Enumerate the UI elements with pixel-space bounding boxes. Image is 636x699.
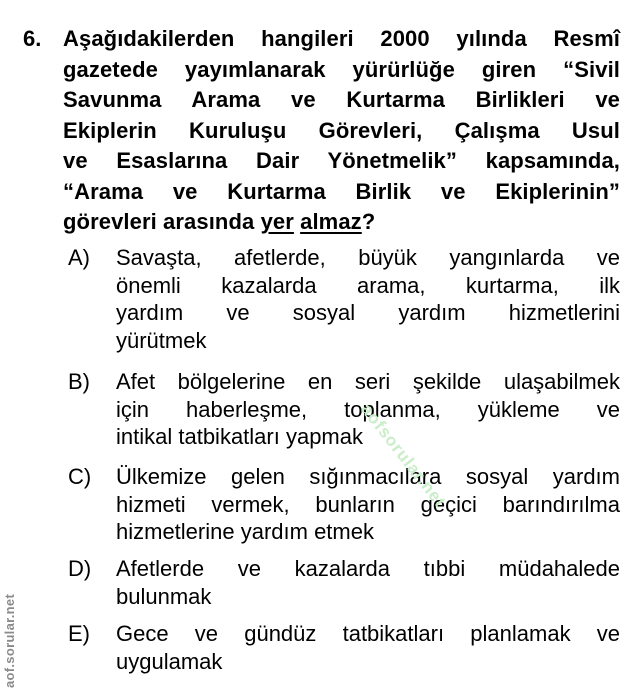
- question-stem: [63, 24, 620, 238]
- question-line: [63, 207, 620, 238]
- question-number: 6.: [23, 26, 42, 51]
- option-line: Gece ve gündüz tatbikatları planlamak ve: [116, 621, 620, 646]
- question-mark: ?: [361, 209, 376, 234]
- question-line: Ekiplerin Kuruluşu Görevleri, Çalışma Usul: [63, 117, 620, 143]
- question-line: ve Esaslarına Dair Yönetmelik” kapsamında,: [63, 148, 620, 173]
- option-line: Ülkemize gelen sığınmacılara sosyal yardım: [116, 464, 620, 489]
- diagonal-watermark: aofsorular.net: [357, 400, 450, 512]
- underlined-word: almaz: [300, 209, 362, 234]
- option-line: bulunmak: [116, 583, 212, 609]
- option-label: C): [68, 464, 92, 489]
- option-label: D): [68, 556, 92, 581]
- question-line: gazetede yayımlanarak yürürlüğe giren “Sivil: [63, 56, 620, 82]
- option-label: A): [68, 245, 90, 270]
- option-line: için haberleşme, toplanma, yükleme ve: [116, 396, 620, 422]
- question-line: “Arama ve Kurtarma Birlik ve Ekiplerinin”: [63, 178, 620, 204]
- option-line: intikal tatbikatları yapmak: [116, 424, 363, 449]
- option-line: önemli kazalarda arama, kurtarma, ilk: [116, 272, 620, 298]
- option-label: E): [68, 621, 90, 646]
- option-line: Afet bölgelerine en seri şekilde ulaşabilmek: [116, 369, 620, 394]
- side-watermark: aof.sorular.net: [2, 593, 17, 688]
- question-line: Aşağıdakilerden hangileri 2000 yılında Resmî: [63, 26, 620, 51]
- option-line: yürütmek: [116, 327, 207, 353]
- option-line: hizmeti vermek, bunların geçici barındırılma: [116, 491, 620, 517]
- underlined-word: yer: [260, 209, 294, 234]
- question-line-prefix: görevleri arasında: [63, 209, 261, 234]
- option-line: yardım ve sosyal yardım hizmetlerini: [116, 300, 620, 325]
- option-line: hizmetlerine yardım etmek: [116, 519, 374, 544]
- question-line: Savunma Arama ve Kurtarma Birlikleri ve: [63, 87, 620, 112]
- option-label: B): [68, 369, 90, 394]
- option-line: uygulamak: [116, 648, 223, 674]
- option-line: Savaşta, afetlerde, büyük yangınlarda ve: [116, 245, 620, 270]
- option-line: Afetlerde ve kazalarda tıbbi müdahalede: [116, 556, 620, 581]
